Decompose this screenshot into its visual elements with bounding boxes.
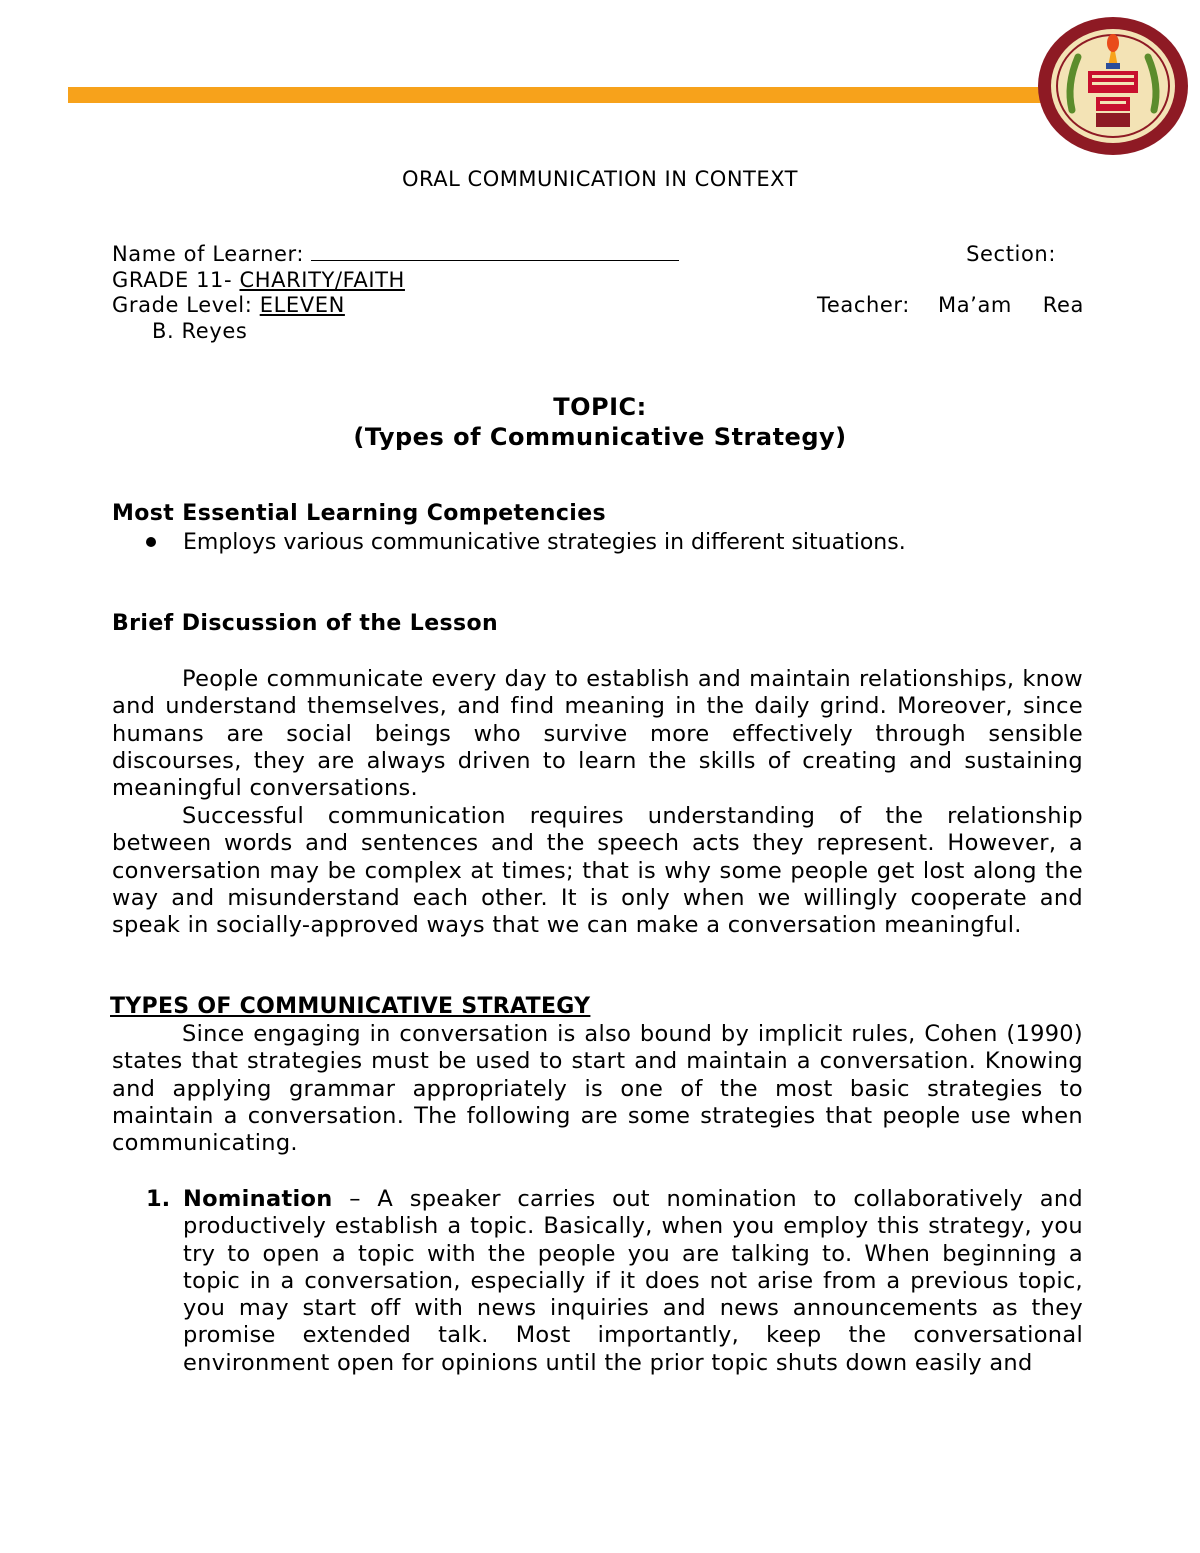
types-intro-paragraph: [112, 1021, 1083, 1157]
section-label: Section:: [966, 242, 1056, 266]
discussion-paragraph: [112, 803, 1083, 939]
list-item: [146, 1186, 1083, 1377]
grade-prefix: GRADE 11-: [112, 268, 233, 292]
competencies-heading: Most Essential Learning Competencies: [112, 501, 607, 526]
discussion-heading: Brief Discussion of the Lesson: [112, 611, 499, 636]
grade-level-label: Grade Level:: [112, 293, 253, 317]
name-of-learner-label: Name of Learner:: [112, 242, 305, 266]
types-heading: TYPES OF COMMUNICATIVE STRATEGY: [110, 994, 591, 1019]
competency-text: Employs various communicative strategies in different situations.: [183, 530, 906, 555]
discussion-paragraph: [112, 666, 1083, 802]
document-title: ORAL COMMUNICATION IN CONTEXT: [402, 167, 798, 191]
types-intro-text: Since engaging in conversation is also bound by implicit rules, Cohen (1990) states that strategies must be used to start and maintain a conversation. Knowing and applying grammar appropriately is one of the most basic strategies to maintain a conversation. The following are some strategies that people use when communicating.: [112, 1021, 1083, 1157]
teacher-label: Teacher:: [817, 293, 910, 317]
name-of-learner-blank: [311, 242, 679, 261]
topic-label: TOPIC:: [553, 393, 647, 421]
grade-level-value: ELEVEN: [259, 293, 345, 317]
grade-row: [112, 267, 1084, 293]
header-accent-bar: [68, 87, 1078, 103]
list-item-term: Nomination: [183, 1186, 333, 1212]
school-seal-logo: [1036, 15, 1190, 157]
discussion-paragraph-1: People communicate every day to establish and maintain relationships, know and understand themselves, and find meaning in the daily grind. Moreover, since humans are social beings who survive more effectively through sensible discourses, they are always driven to learn the skills of creating and sustaining meaningful conversations.: [112, 666, 1083, 802]
list-item-number: 1.: [146, 1186, 171, 1212]
list-item-text: – A speaker carries out nomination to collaboratively and productively establish a topic. Basically, when you employ this strategy, you try to open a topic with the people you are talking to. When beginning a topic in a conversation, especially if it does not arise from a previous topic, you may start off with news inquiries and news announcements as they promise extended talk. Most importantly, keep the conversational environment open for opinions until the prior topic shuts down easily and: [183, 1186, 1083, 1376]
grade-section-value: CHARITY/FAITH: [239, 268, 405, 292]
teacher-name-second: Rea: [1042, 293, 1084, 317]
teacher-name-continued: B. Reyes: [152, 319, 248, 343]
discussion-paragraph-2: Successful communication requires understanding of the relationship between words and sentences and the speech acts they represent. However, a conversation may be complex at times; that is why some people get lost along the way and misunderstand each other. It is only when we willingly cooperate and speak in socially-approved ways that we can make a conversation meaningful.: [112, 803, 1083, 939]
grade-level-row: [112, 292, 1084, 318]
bullet-icon: [146, 537, 156, 547]
topic-name: (Types of Communicative Strategy): [353, 423, 847, 451]
name-of-learner-row: [112, 241, 1084, 267]
teacher-name-first: Ma’am: [938, 293, 1012, 317]
